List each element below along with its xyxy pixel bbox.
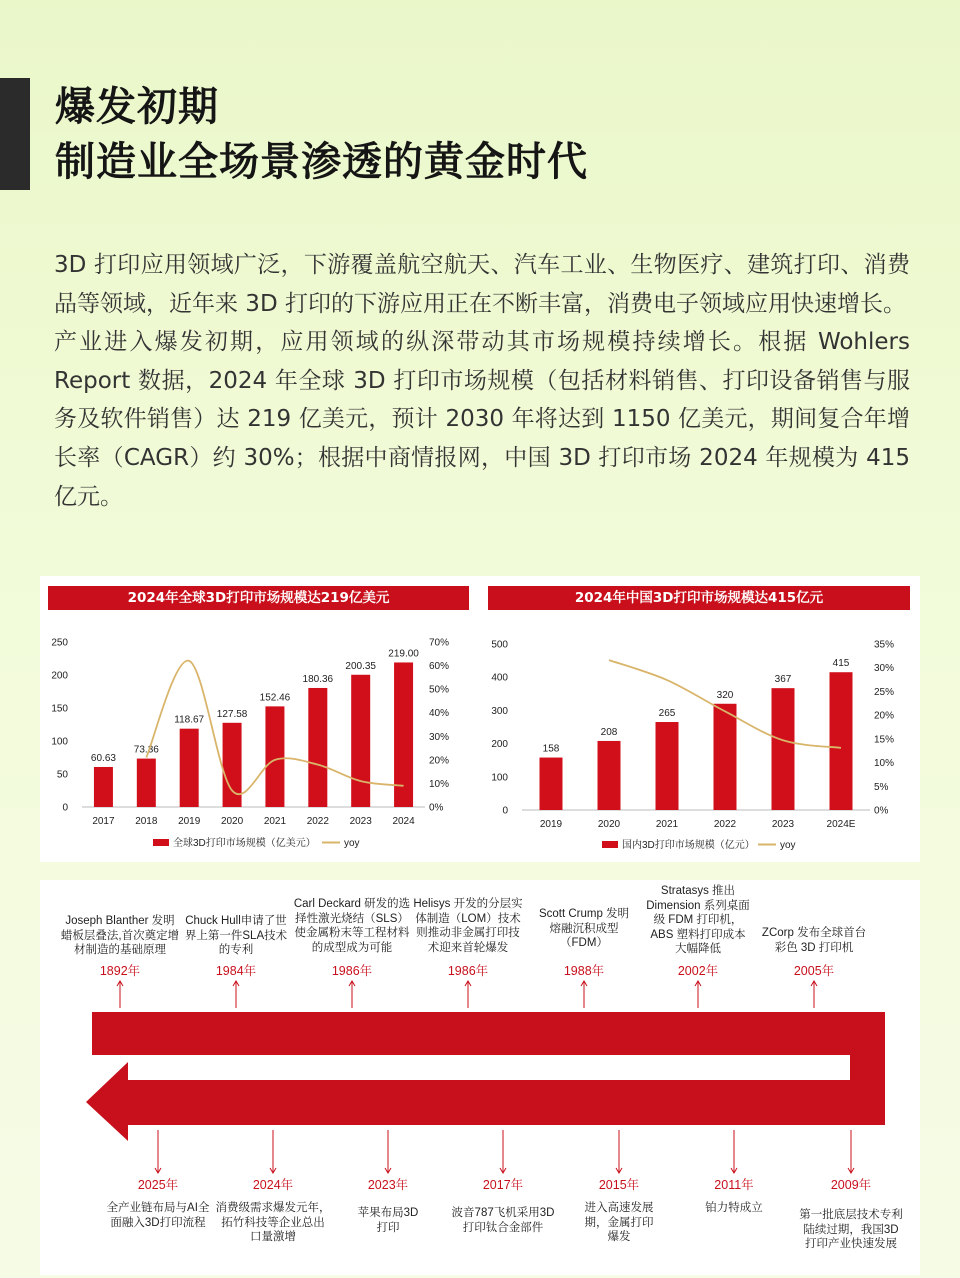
- y2-tick-label: 20%: [429, 755, 450, 767]
- y2-tick-label: 15%: [874, 734, 895, 746]
- legend-bar-label: 全球3D打印市场规模（亿美元）: [173, 838, 316, 849]
- data-label: 415: [832, 658, 850, 670]
- data-label: 158: [542, 743, 560, 755]
- legend-bar-swatch: [153, 839, 169, 846]
- timeline-event-text: Carl Deckard 研发的选 择性激光烧结（SLS） 使金属粉末等工程材料 的成型成为可能: [293, 898, 411, 954]
- title-line-2: 制造业全场景渗透的黄金时代: [55, 139, 588, 185]
- data-label: 118.67: [174, 714, 205, 726]
- data-label: 200.35: [345, 660, 376, 672]
- timeline-year: 1986年: [331, 964, 373, 978]
- y2-tick-label: 40%: [429, 708, 450, 720]
- y-tick-label: 300: [491, 705, 508, 717]
- y-tick-label: 100: [51, 736, 68, 748]
- x-tick-label: 2020: [597, 819, 621, 830]
- bar: [830, 672, 853, 810]
- bar: [351, 675, 370, 807]
- y2-tick-label: 60%: [429, 661, 450, 673]
- timeline-year: 2025年: [137, 1178, 179, 1192]
- y-tick-label: 250: [51, 637, 68, 649]
- y2-tick-label: 30%: [429, 731, 450, 743]
- y-tick-label: 200: [491, 739, 508, 751]
- y-tick-label: 150: [51, 703, 68, 715]
- data-label: 127.58: [216, 708, 248, 720]
- timeline-event-text: Joseph Blanther 发明 蜡板层叠法,首次奠定增 材制造的基础原理: [60, 915, 180, 956]
- y2-tick-label: 50%: [429, 684, 450, 696]
- y-tick-label: 0: [62, 802, 68, 814]
- bar: [180, 729, 199, 807]
- y-tick-label: 400: [491, 672, 508, 684]
- y2-tick-label: 10%: [874, 758, 895, 770]
- global-market-chart: [40, 612, 480, 862]
- x-tick-label: 2024E: [826, 819, 856, 830]
- y2-tick-label: 30%: [874, 663, 895, 675]
- paragraph-1: 3D 打印应用领域广泛，下游覆盖航空航天、汽车工业、生物医疗、建筑打印、消费品等领域，近年来 3D 打印的下游应用正在不断丰富，消费电子领域应用快速增长。: [54, 252, 910, 317]
- timeline-event-text: 波音787飞机采用3D 打印钛合金部件: [451, 1207, 555, 1234]
- data-label: 219.00: [388, 648, 419, 660]
- x-tick-label: 2022: [306, 816, 329, 827]
- data-label: 208: [600, 726, 618, 738]
- timeline-year: 2023年: [367, 1178, 409, 1192]
- chart1-title: 2024年全球3D打印市场规模达219亿美元: [48, 586, 469, 610]
- bar: [265, 706, 284, 807]
- x-tick-label: 2017: [92, 816, 115, 827]
- y2-tick-label: 70%: [429, 637, 450, 649]
- timeline-event-text: 消费级需求爆发元年， 拓竹科技等企业总出 口量激增: [215, 1202, 331, 1243]
- timeline-event-text: 进入高速发展 期，金属打印 爆发: [584, 1202, 654, 1243]
- y-tick-label: 50: [56, 769, 68, 781]
- timeline-year: 2005年: [793, 964, 835, 978]
- y2-tick-label: 25%: [874, 686, 895, 698]
- timeline-event-text: 全产业链布局与AI全 面融入3D打印流程: [106, 1202, 210, 1229]
- timeline-year: 2024年: [252, 1178, 294, 1192]
- timeline-event-text: Scott Crump 发明 熔融沉积成型 （FDM）: [538, 908, 630, 949]
- timeline-year: 1984年: [215, 964, 257, 978]
- timeline-event-text: Chuck Hull申请了世 界上第一件SLA技术 的专利: [184, 915, 288, 956]
- y2-tick-label: 0%: [874, 805, 889, 817]
- y2-tick-label: 35%: [874, 639, 895, 651]
- y-tick-label: 500: [491, 639, 508, 651]
- x-tick-label: 2023: [349, 816, 372, 827]
- bar: [137, 759, 156, 807]
- timeline-year: 1892年: [99, 964, 141, 978]
- bar: [308, 688, 327, 807]
- y-tick-label: 0: [502, 805, 508, 817]
- body-text: [54, 246, 910, 516]
- timeline-year: 2011年: [714, 1178, 754, 1192]
- x-tick-label: 2019: [539, 819, 563, 830]
- bar: [94, 767, 113, 807]
- timeline-event-text: 苹果布局3D 打印: [357, 1207, 419, 1234]
- timeline-event-text: Helisys 开发的分层实 体制造（LOM）技术 则推动非金属打印技 术迎来首轮爆发: [413, 898, 523, 954]
- chart2-title: 2024年中国3D打印市场规模达415亿元: [488, 586, 910, 610]
- bar: [656, 722, 679, 810]
- bar: [772, 688, 795, 810]
- legend-bar-label: 国内3D打印市场规模（亿元）: [622, 840, 755, 851]
- y-tick-label: 200: [51, 670, 68, 682]
- x-tick-label: 2019: [178, 816, 201, 827]
- data-label: 60.63: [90, 752, 116, 764]
- page-title: [55, 80, 588, 190]
- china-market-chart: [480, 612, 920, 862]
- timeline-arrow-band: [86, 1012, 885, 1141]
- bar: [714, 704, 737, 810]
- data-label: 73.36: [133, 744, 159, 756]
- x-tick-label: 2018: [135, 816, 158, 827]
- timeline-year: 2002年: [677, 964, 719, 978]
- y2-tick-label: 10%: [429, 778, 450, 790]
- legend-line-label: yoy: [780, 840, 796, 851]
- timeline-year: 2009年: [830, 1178, 872, 1192]
- timeline-year: 2015年: [598, 1178, 640, 1192]
- data-label: 152.46: [259, 692, 291, 704]
- y2-tick-label: 20%: [874, 710, 895, 722]
- data-label: 320: [716, 689, 734, 701]
- x-tick-label: 2022: [713, 819, 737, 830]
- timeline-event-text: ZCorp 发布全球首台 彩色 3D 打印机: [761, 927, 867, 954]
- y2-tick-label: 5%: [874, 781, 889, 793]
- title-accent-bar: [0, 78, 30, 190]
- bar: [540, 758, 563, 810]
- y2-tick-label: 0%: [429, 802, 444, 814]
- title-line-1: 爆发初期: [55, 84, 219, 130]
- x-tick-label: 2023: [771, 819, 795, 830]
- data-label: 265: [658, 708, 676, 720]
- timeline-event-text: 铂力特成立: [705, 1202, 763, 1214]
- data-label: 180.36: [302, 673, 334, 685]
- x-tick-label: 2021: [655, 819, 679, 830]
- timeline-event-text: 第一批底层技术专利 陆续过期，我国3D 打印产业快速发展: [799, 1209, 903, 1250]
- timeline-year: 1988年: [563, 964, 605, 978]
- x-tick-label: 2021: [263, 816, 287, 827]
- legend-bar-swatch: [602, 841, 618, 848]
- y-tick-label: 100: [491, 772, 508, 784]
- bar: [598, 741, 621, 810]
- data-label: 367: [774, 674, 792, 686]
- x-tick-label: 2020: [220, 816, 244, 827]
- paragraph-2: 产业进入爆发初期，应用领域的纵深带动其市场规模持续增长。根据 Wohlers Report 数据，2024 年全球 3D 打印市场规模（包括材料销售、打印设备销售与服务及软件销售）达 219 亿美元，预计 2030 年将达到 1150 亿美元，期间复合年增长率（CAGR）约 30%；根据中商情报网，中国 3D 打印市场 2024 年规模为 415 亿元。: [54, 329, 910, 510]
- timeline-event-text: Stratasys 推出 Dimension 系列桌面 级 FDM 打印机， ABS 塑料打印成本 大幅降低: [646, 885, 750, 955]
- legend-line-label: yoy: [344, 838, 360, 849]
- timeline-year: 2017年: [482, 1178, 524, 1192]
- timeline-year: 1986年: [447, 964, 489, 978]
- x-tick-label: 2024: [392, 816, 415, 827]
